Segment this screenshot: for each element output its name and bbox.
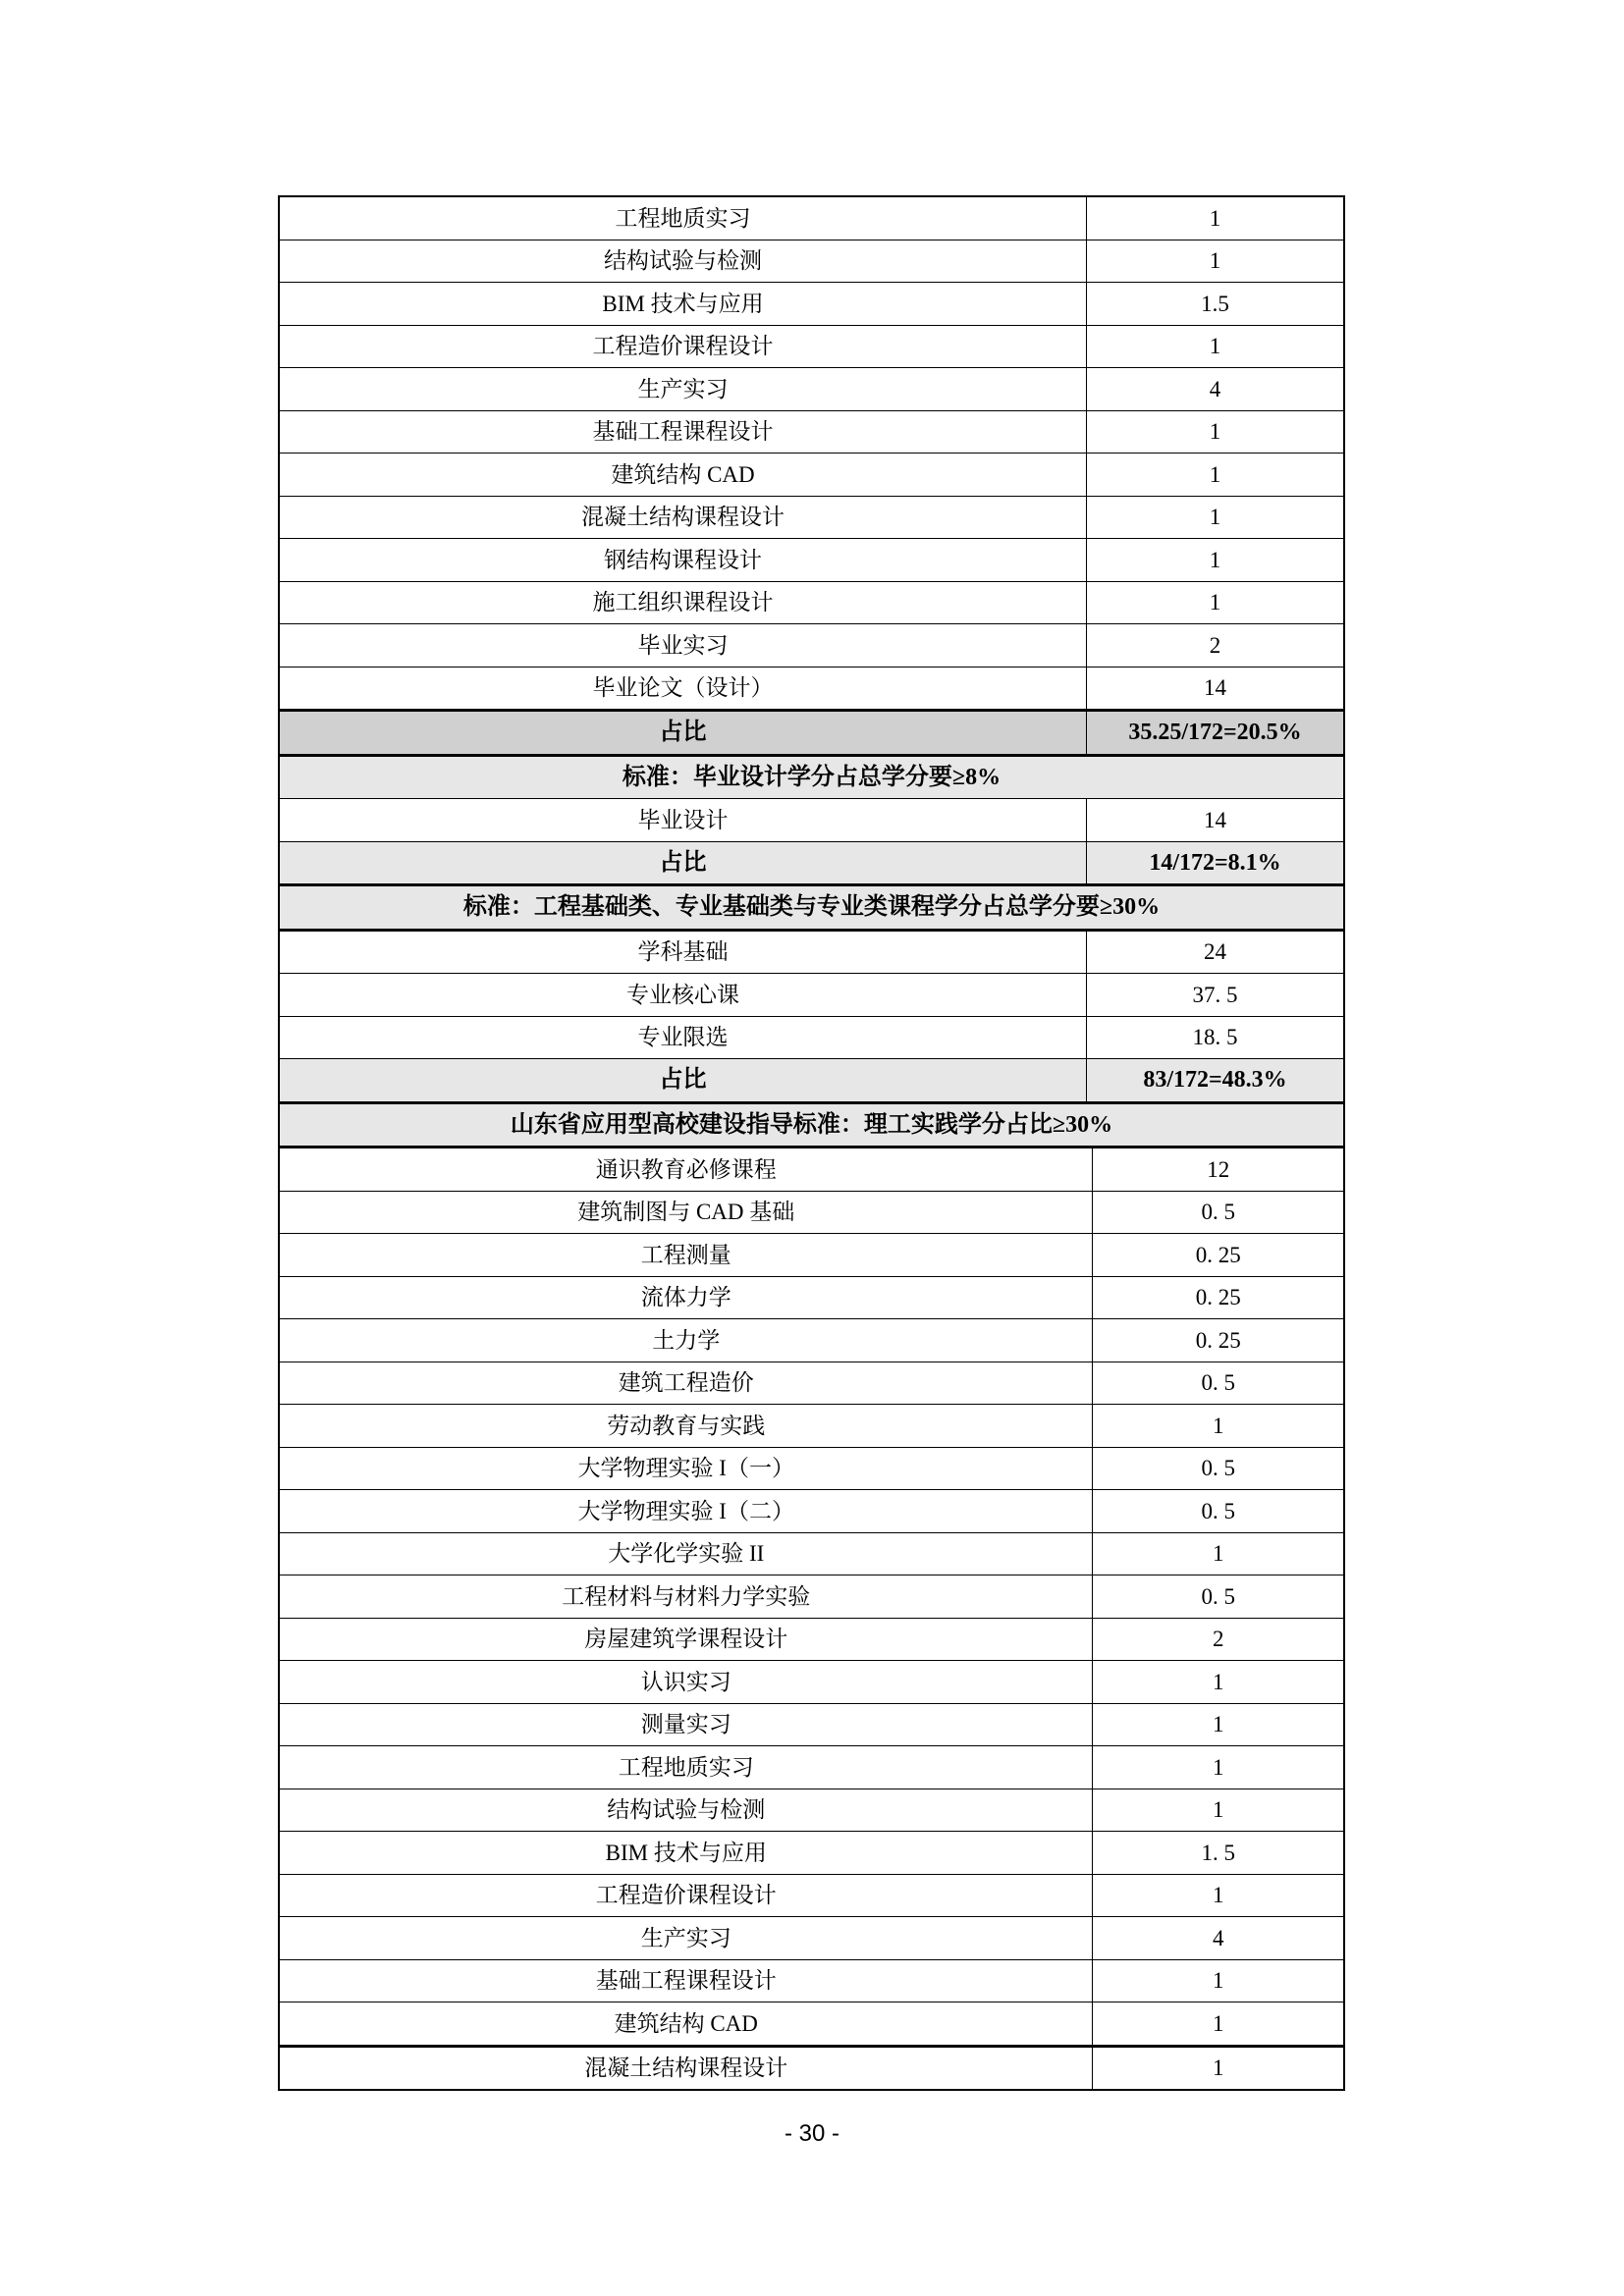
course-name-cell: 工程造价课程设计 — [280, 326, 1087, 368]
table-row — [280, 240, 1343, 283]
course-name-cell: 大学物理实验 I（一） — [280, 1448, 1093, 1490]
course-name-cell: 占比 — [280, 1059, 1087, 1101]
course-name-cell: 占比 — [280, 712, 1087, 754]
table-row — [280, 1745, 1343, 1789]
course-name-cell: 建筑制图与 CAD 基础 — [280, 1192, 1093, 1234]
table-row — [280, 1362, 1343, 1405]
course-name-cell: 流体力学 — [280, 1277, 1093, 1319]
course-name-cell: 建筑工程造价 — [280, 1362, 1093, 1405]
table-row — [280, 1789, 1343, 1832]
course-name-cell: 毕业实习 — [280, 624, 1087, 667]
table-row — [280, 623, 1343, 667]
course-name-cell: 专业限选 — [280, 1017, 1087, 1059]
table-row — [280, 1703, 1343, 1746]
credit-value-cell: 1 — [1212, 2010, 1224, 2036]
credit-value-cell: 1 — [1212, 1968, 1224, 1994]
credit-value-cell: 1 — [1212, 1413, 1224, 1438]
table-row — [280, 1489, 1343, 1532]
credit-value-cell: 0. 5 — [1201, 1200, 1235, 1225]
standard-row-text: 山东省应用型高校建设指导标准：理工实践学分占比≥30% — [510, 1111, 1113, 1138]
credit-value-cell: 0. 25 — [1195, 1242, 1241, 1267]
credit-value-cell: 2 — [1212, 1627, 1224, 1652]
standard-row — [280, 883, 1343, 929]
credit-value-cell: 1 — [1209, 461, 1221, 487]
table-row — [280, 1447, 1343, 1490]
course-name-cell: 施工组织课程设计 — [280, 582, 1087, 624]
credit-value-cell: 1 — [1212, 1797, 1224, 1823]
credit-value-cell: 37. 5 — [1192, 982, 1238, 1007]
table-row — [280, 1916, 1343, 1959]
credit-value-cell: 83/172=48.3% — [1143, 1067, 1287, 1094]
credit-value-cell: 1 — [1209, 248, 1221, 274]
table-row — [280, 1146, 1343, 1191]
table-row — [280, 1874, 1343, 1917]
ratio-row — [280, 1058, 1343, 1101]
table-row — [280, 1276, 1343, 1319]
course-name-cell: 工程测量 — [280, 1234, 1093, 1276]
table-row — [280, 973, 1343, 1016]
course-name-cell: 毕业论文（设计） — [280, 667, 1087, 710]
table-row — [280, 1318, 1343, 1362]
course-name-cell: 通识教育必修课程 — [280, 1148, 1093, 1191]
table-row — [280, 325, 1343, 368]
credit-value-cell: 35.25/172=20.5% — [1128, 720, 1302, 746]
table-row — [280, 1233, 1343, 1276]
credit-value-cell: 14 — [1203, 807, 1226, 832]
credit-value-cell: 0. 5 — [1201, 1498, 1235, 1523]
standard-row — [280, 1101, 1343, 1147]
course-name-cell: 工程材料与材料力学实验 — [280, 1575, 1093, 1618]
credit-value-cell: 0. 5 — [1201, 1456, 1235, 1481]
course-name-cell: 工程造价课程设计 — [280, 1875, 1093, 1917]
standard-row-text: 标准：毕业设计学分占总学分要≥8% — [622, 764, 1001, 790]
course-name-cell: 测量实习 — [280, 1704, 1093, 1746]
course-name-cell: 大学物理实验 I（二） — [280, 1490, 1093, 1532]
credit-value-cell: 1 — [1209, 205, 1221, 231]
ratio-row — [280, 841, 1343, 884]
credit-value-cell: 1.5 — [1201, 291, 1229, 316]
page-number: - 30 - — [784, 2120, 839, 2147]
course-name-cell: 劳动教育与实践 — [280, 1405, 1093, 1447]
table-row — [280, 410, 1343, 454]
course-name-cell: 学科基础 — [280, 932, 1087, 974]
credit-value-cell: 1 — [1212, 1669, 1224, 1694]
credit-value-cell: 1. 5 — [1201, 1840, 1235, 1865]
table-row — [280, 667, 1343, 710]
course-name-cell: 房屋建筑学课程设计 — [280, 1619, 1093, 1661]
table-row — [280, 929, 1343, 974]
credit-value-cell: 24 — [1203, 939, 1226, 965]
credit-value-cell: 1 — [1209, 590, 1221, 615]
ratio-row — [280, 709, 1343, 754]
table-row — [280, 798, 1343, 841]
table-row — [280, 2045, 1343, 2090]
credit-value-cell: 1 — [1209, 334, 1221, 359]
credit-value-cell: 4 — [1209, 376, 1221, 401]
credit-value-cell: 0. 5 — [1201, 1370, 1235, 1396]
course-name-cell: BIM 技术与应用 — [280, 283, 1087, 325]
course-name-cell: 混凝土结构课程设计 — [280, 497, 1087, 539]
credit-value-cell: 18. 5 — [1192, 1025, 1238, 1050]
standard-row-text: 标准：工程基础类、专业基础类与专业类课程学分占总学分要≥30% — [462, 894, 1161, 921]
course-name-cell: 生产实习 — [280, 368, 1087, 410]
table-row — [280, 197, 1343, 240]
table-row — [280, 1660, 1343, 1703]
credit-value-cell: 1 — [1209, 419, 1221, 445]
standard-row — [280, 754, 1343, 799]
course-name-cell: 占比 — [280, 842, 1087, 884]
table-row — [280, 282, 1343, 325]
table-row — [280, 1831, 1343, 1874]
course-name-cell: 混凝土结构课程设计 — [280, 2048, 1093, 2090]
credit-value-cell: 0. 25 — [1195, 1285, 1241, 1310]
course-name-cell: 认识实习 — [280, 1661, 1093, 1703]
table-row — [280, 538, 1343, 581]
credit-value-cell: 1 — [1212, 1883, 1224, 1908]
table-row — [280, 453, 1343, 496]
table-row — [280, 2002, 1343, 2045]
credit-value-cell: 12 — [1207, 1156, 1230, 1182]
credit-value-cell: 1 — [1212, 1541, 1224, 1567]
credit-value-cell: 1 — [1209, 505, 1221, 530]
course-name-cell: 基础工程课程设计 — [280, 411, 1087, 454]
credit-value-cell: 1 — [1212, 1712, 1224, 1737]
credit-table — [278, 195, 1345, 2091]
course-name-cell: 工程地质实习 — [280, 1746, 1093, 1789]
table-row — [280, 581, 1343, 624]
course-name-cell: 专业核心课 — [280, 974, 1087, 1016]
table-row — [280, 496, 1343, 539]
table-row — [280, 1016, 1343, 1059]
course-name-cell: 大学化学实验 II — [280, 1533, 1093, 1575]
course-name-cell: 结构试验与检测 — [280, 1789, 1093, 1832]
course-name-cell: 生产实习 — [280, 1917, 1093, 1959]
credit-value-cell: 4 — [1212, 1925, 1224, 1950]
credit-value-cell: 1 — [1212, 2056, 1224, 2081]
course-name-cell: 基础工程课程设计 — [280, 1960, 1093, 2002]
credit-value-cell: 2 — [1209, 632, 1221, 658]
course-name-cell: 钢结构课程设计 — [280, 539, 1087, 581]
credit-value-cell: 0. 25 — [1195, 1327, 1241, 1353]
course-name-cell: 毕业设计 — [280, 799, 1087, 841]
course-name-cell: 工程地质实习 — [280, 197, 1087, 240]
credit-value-cell: 1 — [1212, 1754, 1224, 1780]
table-row — [280, 1191, 1343, 1234]
table-row — [280, 367, 1343, 410]
credit-value-cell: 14/172=8.1% — [1149, 849, 1281, 876]
table-row — [280, 1404, 1343, 1447]
course-name-cell: 建筑结构 CAD — [280, 2002, 1093, 2045]
table-row — [280, 1959, 1343, 2002]
credit-value-cell: 14 — [1203, 675, 1226, 701]
table-row — [280, 1575, 1343, 1618]
credit-value-cell: 0. 5 — [1201, 1583, 1235, 1609]
course-name-cell: BIM 技术与应用 — [280, 1832, 1093, 1874]
course-name-cell: 土力学 — [280, 1319, 1093, 1362]
course-name-cell: 建筑结构 CAD — [280, 454, 1087, 496]
course-name-cell: 结构试验与检测 — [280, 240, 1087, 283]
table-row — [280, 1532, 1343, 1575]
table-row — [280, 1618, 1343, 1661]
credit-value-cell: 1 — [1209, 547, 1221, 572]
